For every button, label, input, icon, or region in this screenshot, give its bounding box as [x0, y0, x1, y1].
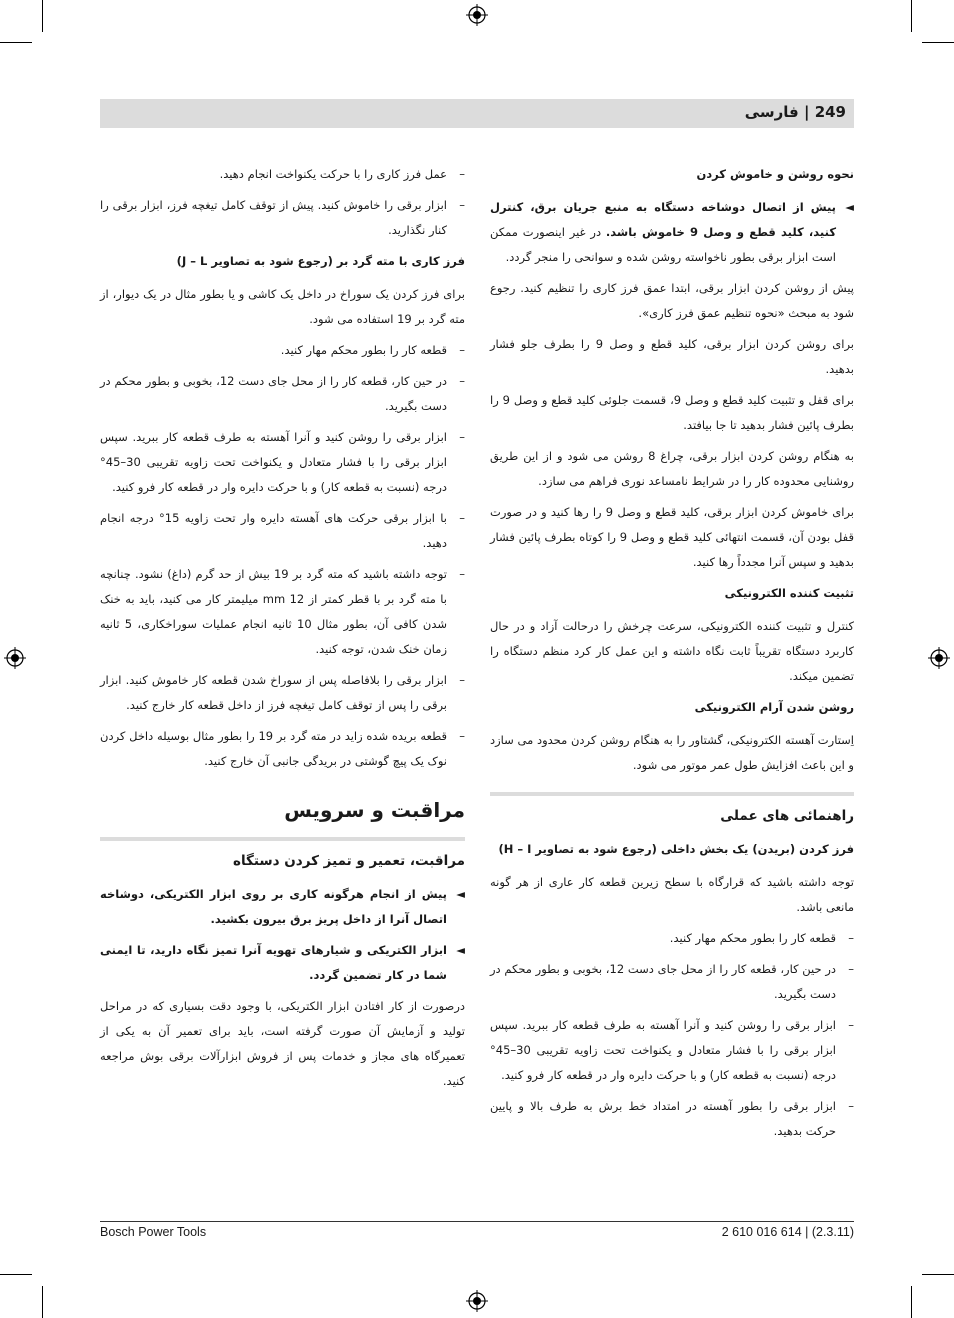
crop-mark [922, 1274, 954, 1275]
warning-bold-text: پیش از اتصال دوشاخه دستگاه به منبع جریان برق، کنترل کنید، کلید قطع و وصل 9 خاموش باشد. [490, 200, 837, 239]
list-item [490, 1013, 854, 1088]
paragraph: کنترل و تثبیت کننده الکترونیکی، سرعت چرخش را درحالت آزاد و در حال کاربرد دستگاه تقریباً ثابت نگاه داشته و این عمل کار کرد منظم دستگاه را تضمین میکند. [490, 619, 854, 683]
list-item-text: قطعه بریده شده زاید در مته گرد بر 19 را بطور مثال بوسیله داخل کردن نوک یک پیچ گوشتی در بریدگی جانبی آن خارج کنید. [100, 729, 447, 768]
paragraph: پیش از روشن کردن ابزار برقی، ابتدا عمق فرز کاری را تنظیم کنید. رجوع شود به مبحث «نحوه تنظیم عمق فرز کاری». [490, 281, 854, 320]
list-item [100, 562, 465, 662]
list-item-text: ابزار برقی را بلافاصله پس از سوراخ شدن قطعه کار خاموش کنید. ابزار برقی را پس از توقف کامل تیغچه فرز از داخل قطعه کار خارج کنید. [100, 673, 447, 712]
paragraph: به هنگام روشن کردن ابزار برقی، چراغ 8 روشن می شود و از این طریق روشنایی محدوده کار را در شرایط نامساعد نوری فراهم می سازد. [490, 449, 854, 488]
dash-marker: – [848, 931, 854, 945]
triangle-icon: ◄ [456, 887, 465, 901]
list-item [490, 957, 854, 1007]
registration-mark-icon [466, 1290, 488, 1312]
section-title-practical: راهنمائی های عملی [720, 808, 854, 824]
list-item [490, 1094, 854, 1144]
list-item [100, 425, 465, 500]
footer-doc-number: 2 610 016 614 | (2.3.11) [721, 1225, 854, 1239]
warning-text: در غیر اینصورت ممکن است ابزار برقی بطور ناخواسته روشن شده و سوانحی را منجر گردد. [490, 225, 836, 264]
subsection-title: فرز کردن (بریدن) یک بخش داخلی (رجوع شود به تصاویر H – I) [498, 842, 854, 856]
section-title-maintenance: مراقبت، تعمیر و تمیز کردن دستگاه [232, 853, 465, 869]
paragraph: برای خاموش کردن ابزار برقی، کلید قطع و وصل 9 را رها کنید و در صورت قفل بودن آن، قسمت انتهائی کلید قطع و وصل 9 را کوتاه بطرف پائین فشار بدهید و سپس آنرا مجدداً رها کنید. [490, 505, 854, 569]
list-item [100, 724, 465, 774]
list-item [490, 926, 854, 951]
section-title-on-off: نحوه روشن و خاموش کردن [696, 167, 854, 181]
page-header [100, 99, 854, 128]
paragraph: اِستارت آهسته الکترونیکی، گشتاور را به هنگام روشن کردن محدود می سازد و این باعث افزایش طول عمر موتور می شود. [490, 733, 854, 772]
list-item-text: عمل فرز کاری را با حرکت یکنواخت انجام دهید. [219, 167, 447, 181]
warning-text: ابزار الکتریکی و شیارهای تهویه آنرا تمیز نگاه دارید، تا ایمنی شما در کار تضمین گردد. [100, 943, 447, 982]
paragraph: توجه داشته باشید که قرارگاه با سطح زیرین قطعه کار عاری از هر گونه مانعی باشد. [490, 875, 854, 914]
paragraph: برای روشن کردن ابزار برقی، کلید قطع و وصل 9 را بطرف جلو فشار بدهید. [490, 337, 854, 376]
list-item [100, 668, 465, 718]
right-column [490, 162, 854, 1150]
registration-mark-icon [928, 647, 950, 669]
header-separator: | [803, 103, 810, 121]
list-item-text: ابزار برقی را روشن کنید و آنرا آهسته به طرف قطعه کار ببرید. سپس ابزار برقی را با فشار متعادل و یکنواخت تحت زاویه تقریبی 30–45° درجه (نسبت به قطعه کار) و با حرکت دایره وار در قطعه کار فرو کنید. [100, 430, 447, 494]
paragraph: برای قفل و تثبیت کلید قطع و وصل 9، قسمت جلوئی کلید قطع و وصل 9 را بطرف پائین فشار بدهید تا جا بیافتد. [490, 393, 855, 432]
crop-mark [42, 0, 43, 32]
dash-marker: – [459, 343, 465, 357]
list-item [100, 338, 465, 363]
dash-marker: – [459, 511, 465, 525]
list-item-text: توجه داشته باشید که مته گرد بر 19 بیش از حد گرم (داغ) نشود. چنانچه با مته گرد بر با قطر کمتر از 12 mm میلیمتر کار می کنید، باید به خنک شدن کافی آن، بطور مثال 10 ثانیه انجام عملیات سوراخکاری، 5 ثانیه زمان خنک شدن، توجه کنید. [100, 567, 448, 656]
section-title-stabilizer: تثبیت کننده الکترونیکی [724, 586, 854, 600]
dash-marker: – [848, 1099, 854, 1113]
chapter-title-service: مراقبت و سرویس [284, 798, 465, 822]
registration-mark-icon [466, 4, 488, 26]
list-item-text: در حین کار، قطعه کار را از محل جای دست 12، بخوبی و بطور محکم در دست بگیرید. [490, 962, 836, 1001]
page-number: 249 [814, 103, 846, 121]
dash-marker: – [459, 167, 465, 181]
crop-mark [911, 1286, 912, 1318]
warning-item [100, 938, 465, 988]
page-header-text [745, 103, 846, 121]
triangle-icon: ◄ [845, 200, 854, 214]
language-label: فارسی [744, 103, 799, 121]
list-item [100, 162, 465, 187]
registration-mark-icon [4, 647, 26, 669]
section-divider [100, 837, 465, 841]
list-item [100, 369, 465, 419]
dash-marker: – [848, 1018, 854, 1032]
crop-mark [0, 42, 32, 43]
dash-marker: – [459, 198, 465, 212]
dash-marker: – [459, 729, 465, 743]
crop-mark [0, 1274, 32, 1275]
triangle-icon: ◄ [456, 943, 465, 957]
list-item-text: ابزار برقی را روشن کنید و آنرا آهسته به طرف قطعه کار ببرید. سپس ابزار برقی را با فشار متعادل و یکنواخت تحت زاویه تقریبی 30–45° درجه (نسبت به قطعه کار) و با حرکت دایره وار در قطعه کار فرو کنید. [490, 1018, 836, 1082]
crop-mark [922, 42, 954, 43]
list-item-text: با ابزار برقی حرکت های آهسته دایره وار تحت زاویه 15° درجه انجام دهید. [100, 511, 448, 550]
dash-marker: – [459, 673, 465, 687]
dash-marker: – [459, 567, 465, 581]
dash-marker: – [848, 962, 854, 976]
warning-text: پیش از انجام هرگونه کاری بر روی ابزار الکتریکی، دوشاخه اتصال آنرا از داخل پریز برق بیرون بکشید. [100, 887, 447, 926]
crop-mark [911, 0, 912, 32]
section-title-drill: فرز کاری با مته گرد بر (رجوع شود به تصاویر J – L) [176, 254, 465, 268]
dash-marker: – [459, 374, 465, 388]
footer-brand: Bosch Power Tools [100, 1225, 207, 1239]
dash-marker: – [459, 430, 465, 444]
list-item-text: در حین کار، قطعه کار را از محل جای دست 12، بخوبی و بطور محکم در دست بگیرید. [100, 374, 447, 413]
list-item-text: ابزار برقی را خاموش کنید. پیش از توقف کامل تیغچه فرز، ابزار برقی را کنار نگذارید. [100, 198, 447, 237]
list-item-text: قطعه کار را بطور محکم مهار کنید. [280, 343, 447, 357]
warning-item [100, 882, 465, 932]
section-divider [490, 792, 854, 796]
section-title-soft-start: روشن شدن آرام الکترونیکی [694, 700, 854, 714]
list-item [100, 506, 465, 556]
list-item-text: ابزار برقی را بطور آهسته در امتداد خط برش به طرف بالا و پایین حرکت بدهید. [490, 1099, 836, 1138]
left-column [100, 162, 465, 1100]
crop-mark [42, 1286, 43, 1318]
list-item [100, 193, 465, 243]
paragraph: برای فرز کردن یک سوراخ در داخل یک کاشی و یا بطور مثال در یک دیوار، از مته گرد بر 19 استفاده می شود. [100, 287, 465, 326]
paragraph: درصورت از کار افتادن ابزار الکتریکی، با وجود دقت بسیاری که در مراحل تولید و آزمایش آن صورت گرفته است، باید برای تعمیر آن به یکی از تعمیرگاه های مجاز و خدمات پس از فروش ابزارآلات برقی بوش مراجعه کنید. [100, 999, 465, 1088]
footer-divider [100, 1221, 854, 1222]
list-item-text: قطعه کار را بطور محکم مهار کنید. [669, 931, 836, 945]
warning-item [490, 195, 854, 270]
